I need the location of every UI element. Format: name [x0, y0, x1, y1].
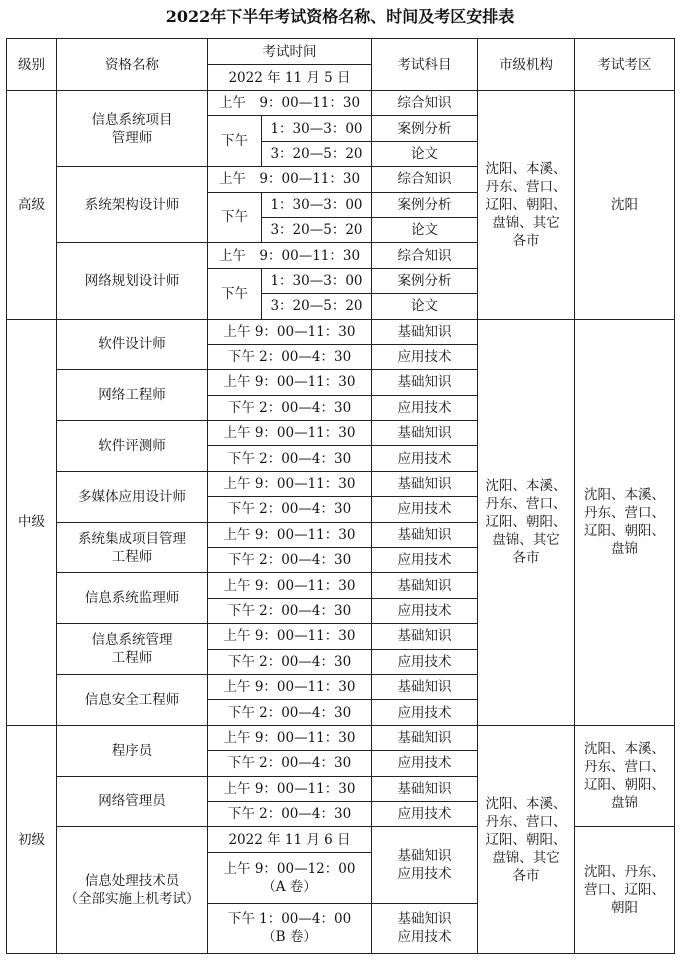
time-cell: 下午 1：00—4：00 （B 卷）: [208, 903, 372, 954]
time-cell: 上午 9：00—11：30: [208, 522, 372, 547]
header-date: 2022 年 11 月 5 日: [208, 65, 372, 91]
subject-cell: 基础知识 应用技术: [372, 903, 478, 954]
time-cell: 下午 2：00—4：30: [208, 497, 372, 522]
time-cell: 上午 9：00—11：30: [208, 725, 372, 750]
area-junior-2: 沈阳、丹东、 营口、辽阳、 朝阳: [575, 827, 675, 954]
subject-cell: 综合知识: [372, 91, 478, 116]
subject-cell: 应用技术: [372, 446, 478, 471]
header-name: 资格名称: [57, 39, 208, 91]
subject-cell: 应用技术: [372, 700, 478, 725]
subject-cell: 基础知识 应用技术: [372, 827, 478, 903]
time-cell: 下午 2：00—4：30: [208, 548, 372, 573]
subject-cell: 应用技术: [372, 395, 478, 420]
qualification-name: 多媒体应用设计师: [57, 471, 208, 522]
exam-date-2: 2022 年 11 月 6 日: [208, 827, 372, 852]
time-cell: 上午 9：00—11：30: [208, 624, 372, 649]
subject-cell: 论文: [372, 217, 478, 242]
header-level: 级别: [7, 39, 57, 91]
subject-cell: 基础知识: [372, 421, 478, 446]
qualification-name: 信息处理技术员 （全部实施上机考试）: [57, 827, 208, 954]
subject-cell: 基础知识: [372, 319, 478, 344]
subject-cell: 应用技术: [372, 649, 478, 674]
header-area: 考试考区: [575, 39, 675, 91]
time-cell: 上午 9：00—11：30: [208, 167, 372, 192]
time-cell: 上午 9：00—11：30: [208, 421, 372, 446]
level-junior: 初级: [7, 725, 57, 954]
area-senior: 沈阳: [575, 91, 675, 320]
subject-cell: 综合知识: [372, 167, 478, 192]
time-cell: 上午 9：00—11：30: [208, 674, 372, 699]
subject-cell: 案例分析: [372, 268, 478, 293]
time-cell: 上午 9：00—11：30: [208, 243, 372, 268]
time-cell: 上午 9：00—11：30: [208, 319, 372, 344]
time-cell: 1：30—3：00: [262, 116, 372, 141]
subject-cell: 基础知识: [372, 674, 478, 699]
time-cell: 3：20—5：20: [262, 294, 372, 319]
qualification-name: 网络管理员: [57, 776, 208, 827]
time-cell: 上午 9：00—11：30: [208, 573, 372, 598]
exam-schedule-table: [6, 38, 675, 954]
area-middle: 沈阳、本溪、 丹东、营口、 辽阳、朝阳、 盘锦: [575, 319, 675, 725]
subject-cell: 应用技术: [372, 598, 478, 623]
qualification-name: 软件评测师: [57, 421, 208, 472]
qualification-name: 软件设计师: [57, 319, 208, 370]
subject-cell: 应用技术: [372, 751, 478, 776]
subject-cell: 基础知识: [372, 573, 478, 598]
org-senior: 沈阳、本溪、 丹东、营口、 辽阳、朝阳、 盘锦、其它 各市: [478, 91, 575, 320]
qualification-name: 信息系统监理师: [57, 573, 208, 624]
subject-cell: 基础知识: [372, 370, 478, 395]
org-junior: 沈阳、本溪、 丹东、营口、 辽阳、朝阳、 盘锦、其它 各市: [478, 725, 575, 954]
time-cell: 下午 2：00—4：30: [208, 700, 372, 725]
subject-cell: 基础知识: [372, 725, 478, 750]
area-junior-1: 沈阳、本溪、 丹东、营口、 辽阳、朝阳、 盘锦: [575, 725, 675, 827]
qualification-name: 系统集成项目管理 工程师: [57, 522, 208, 573]
header-org: 市级机构: [478, 39, 575, 91]
subject-cell: 应用技术: [372, 344, 478, 369]
level-senior: 高级: [7, 91, 57, 320]
qualification-name: 信息系统项目 管理师: [57, 91, 208, 167]
time-cell: 下午 2：00—4：30: [208, 801, 372, 826]
time-cell: 1：30—3：00: [262, 268, 372, 293]
time-cell: 3：20—5：20: [262, 217, 372, 242]
qualification-name: 网络规划设计师: [57, 243, 208, 319]
time-cell: 3：20—5：20: [262, 141, 372, 166]
time-cell: 下午 2：00—4：30: [208, 598, 372, 623]
afternoon-label: 下午: [208, 116, 262, 167]
time-cell: 上午 9：00—11：30: [208, 91, 372, 116]
header-subject: 考试科目: [372, 39, 478, 91]
subject-cell: 案例分析: [372, 116, 478, 141]
qualification-name: 网络工程师: [57, 370, 208, 421]
qualification-name: 程序员: [57, 725, 208, 776]
level-middle: 中级: [7, 319, 57, 725]
subject-cell: 论文: [372, 141, 478, 166]
header-time: 考试时间: [208, 39, 372, 65]
subject-cell: 论文: [372, 294, 478, 319]
subject-cell: 应用技术: [372, 801, 478, 826]
subject-cell: 基础知识: [372, 522, 478, 547]
time-cell: 下午 2：00—4：30: [208, 344, 372, 369]
subject-cell: 基础知识: [372, 776, 478, 801]
afternoon-label: 下午: [208, 192, 262, 243]
qualification-name: 系统架构设计师: [57, 167, 208, 243]
time-cell: 上午 9：00—11：30: [208, 370, 372, 395]
subject-cell: 应用技术: [372, 497, 478, 522]
subject-cell: 基础知识: [372, 624, 478, 649]
time-cell: 下午 2：00—4：30: [208, 395, 372, 420]
time-cell: 下午 2：00—4：30: [208, 751, 372, 776]
org-middle: 沈阳、本溪、 丹东、营口、 辽阳、朝阳、 盘锦、其它 各市: [478, 319, 575, 725]
subject-cell: 综合知识: [372, 243, 478, 268]
subject-cell: 应用技术: [372, 548, 478, 573]
qualification-name: 信息安全工程师: [57, 674, 208, 725]
afternoon-label: 下午: [208, 268, 262, 319]
time-cell: 上午 9：00—11：30: [208, 776, 372, 801]
subject-cell: 基础知识: [372, 471, 478, 496]
time-cell: 上午 9：00—11：30: [208, 471, 372, 496]
page-title: 2022年下半年考试资格名称、时间及考区安排表: [165, 7, 515, 26]
time-cell: 1：30—3：00: [262, 192, 372, 217]
time-cell: 下午 2：00—4：30: [208, 649, 372, 674]
qualification-name: 信息系统管理 工程师: [57, 624, 208, 675]
subject-cell: 案例分析: [372, 192, 478, 217]
time-cell: 上午 9：00—12：00 （A 卷）: [208, 852, 372, 903]
time-cell: 下午 2：00—4：30: [208, 446, 372, 471]
